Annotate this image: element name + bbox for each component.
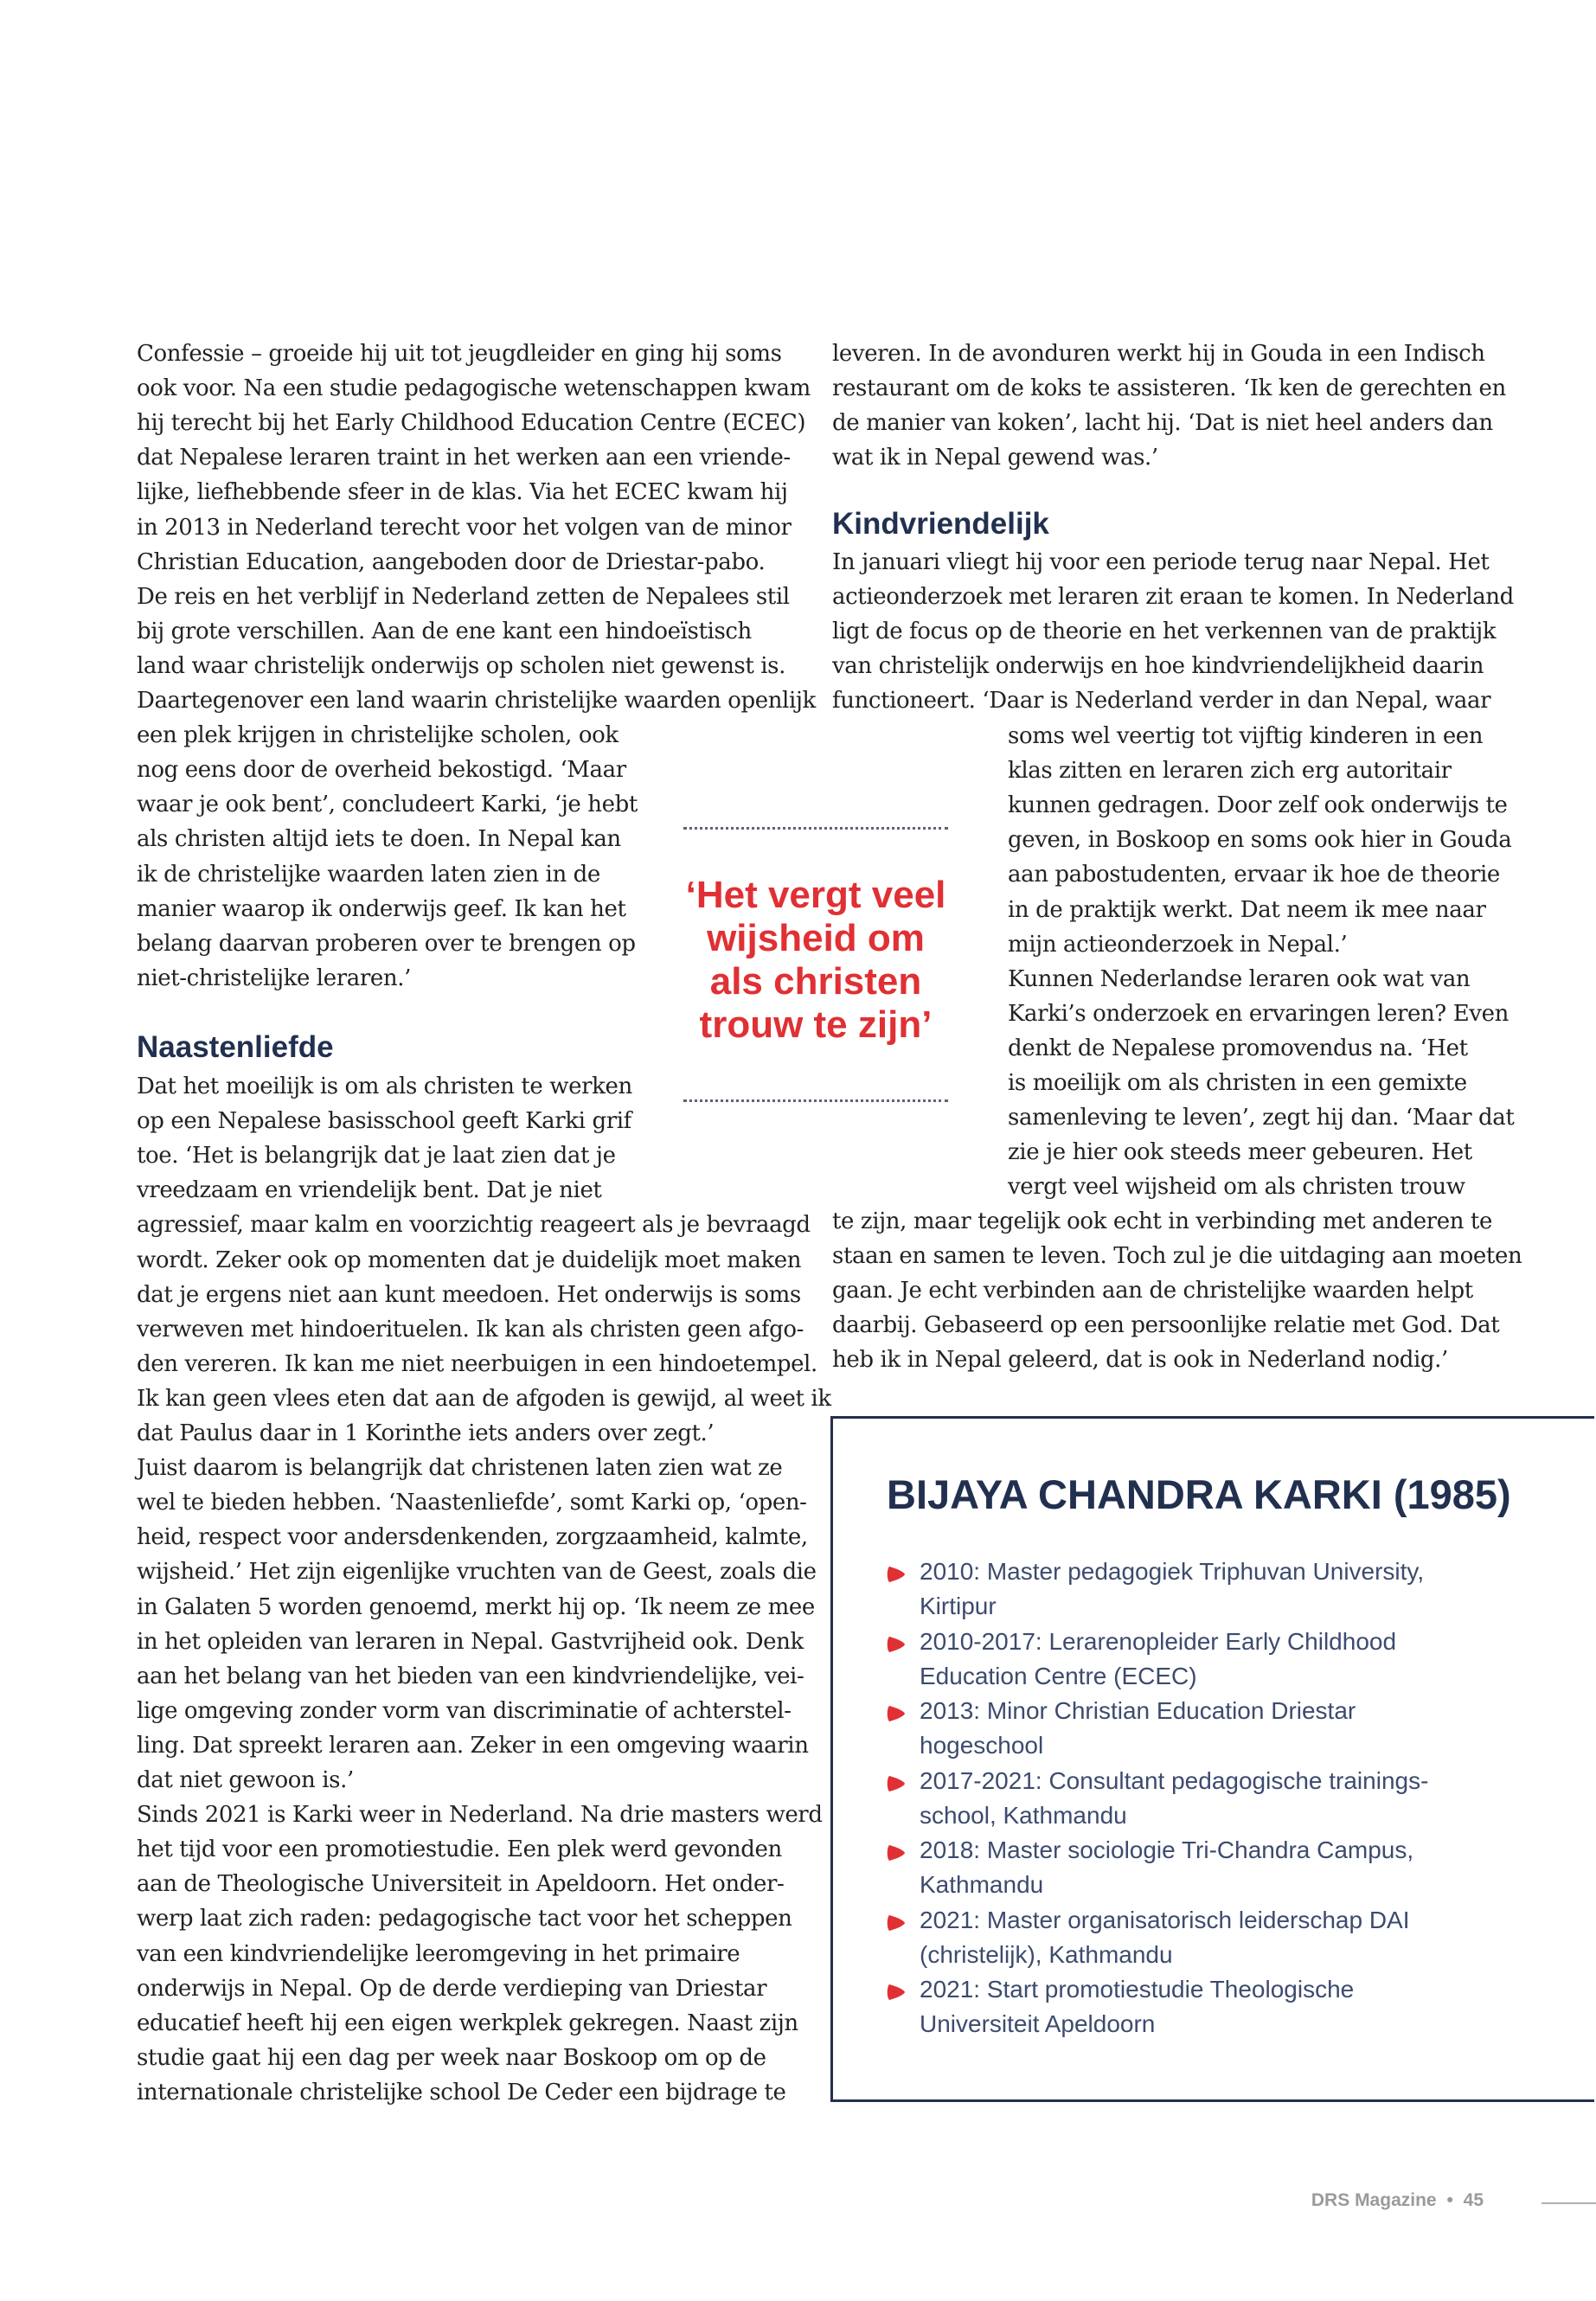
text-line: actieonderzoek met leraren zit eraan te komen. In Nederland (832, 584, 1514, 611)
footer-separator: • (1446, 2190, 1453, 2210)
text-line: in 2013 in Nederland terecht voor het volgen van de minor (137, 514, 792, 541)
bullet-arrow-icon (887, 1774, 906, 1793)
text-line: manier waarop ik onderwijs geef. Ik kan het (137, 895, 626, 922)
bio-title: BIJAYA CHANDRA KARKI (1985) (887, 1471, 1511, 1517)
text-line: leveren. In de avonduren werkt hij in Gouda in een Indisch (832, 341, 1485, 367)
text-line: lijke, liefhebbende sfeer in de klas. Via het ECEC kwam hij (137, 479, 788, 506)
pullquote-top-rule (683, 827, 948, 830)
bio-item-text: 2018: Master sociologie Tri-Chandra Campus, (920, 1836, 1414, 1863)
bio-item-text: 2013: Minor Christian Education Driestar (920, 1697, 1356, 1724)
text-line: Confessie – groeide hij uit tot jeugdleider en ging hij soms (137, 341, 782, 367)
bullet-arrow-icon (887, 1635, 906, 1654)
text-line: nog eens door de overheid bekostigd. ‘Maar (137, 757, 626, 784)
text-line: Dat het moeilijk is om als christen te werken (137, 1074, 632, 1099)
bullet-arrow-icon (887, 1565, 906, 1584)
text-line: agressief, maar kalm en voorzichtig reageert als je bevraagd (137, 1212, 811, 1239)
text-line: toe. ‘Het is belangrijk dat je laat zien dat je (137, 1143, 616, 1170)
text-line: Sinds 2021 is Karki weer in Nederland. Na drie masters werd (137, 1802, 823, 1829)
text-line: dat je ergens niet aan kunt meedoen. Het onderwijs is soms (137, 1281, 801, 1308)
text-line: Karki’s onderzoek en ervaringen leren? Even (1008, 1000, 1509, 1027)
text-line: in de praktijk werkt. Dat neem ik mee naar (1008, 896, 1486, 923)
text-line: mijn actieonderzoek in Nepal.’ (1008, 931, 1348, 958)
text-line: wijsheid.’ Het zijn eigenlijke vruchten van de Geest, zoals die (137, 1559, 817, 1586)
text-line: op een Nepalese basisschool geeft Karki grif (137, 1108, 631, 1135)
text-line: in Galaten 5 worden genoemd, merkt hij op. ‘Ik neem ze mee (137, 1593, 815, 1620)
text-line: als christen altijd iets te doen. In Nepal kan (137, 826, 621, 853)
text-line: onderwijs in Nepal. Op de derde verdieping van Driestar (137, 1975, 767, 2002)
bio-item-text: Kathmandu (920, 1871, 1044, 1898)
text-line: wel te bieden hebben. ‘Naastenliefde’, somt Karki op, ‘open- (137, 1490, 807, 1516)
text-line: ook voor. Na een studie pedagogische wetenschappen kwam (137, 375, 811, 402)
bio-item-text: (christelijk), Kathmandu (920, 1940, 1173, 1968)
bio-item-text: Education Centre (ECEC) (920, 1662, 1197, 1689)
page-number: 45 (1463, 2190, 1484, 2210)
text-line: klas zitten en leraren zich erg autoritair (1008, 758, 1452, 785)
magazine-name: DRS Magazine (1311, 2190, 1437, 2210)
text-line: aan de Theologische Universiteit in Apeldoorn. Het onder- (137, 1871, 785, 1898)
text-line: den vereren. Ik kan me niet neerbuigen in een hindoetempel. (137, 1350, 817, 1377)
text-line: aan pabostudenten, ervaar ik hoe de theorie (1008, 862, 1500, 888)
text-line: Juist daarom is belangrijk dat christenen laten zien wat ze (137, 1455, 783, 1482)
text-line: werp laat zich raden: pedagogische tact voor het scheppen (137, 1906, 792, 1932)
text-line: Daartegenover een land waarin christelijke waarden openlijk (137, 688, 816, 714)
heading-kindvriendelijk: Kindvriendelijk (832, 507, 1049, 541)
text-line: aan het belang van het bieden van een kindvriendelijke, vei- (137, 1663, 804, 1689)
text-line: denkt de Nepalese promovendus na. ‘Het (1008, 1035, 1468, 1061)
text-line: staan en samen te leven. Toch zul je die uitdaging aan moeten (832, 1243, 1522, 1270)
text-line: het tijd voor een promotiestudie. Een plek werd gevonden (137, 1836, 782, 1863)
text-line: Ik kan geen vlees eten dat aan de afgoden is gewijd, al weet ik (137, 1385, 831, 1412)
text-line: lige omgeving zonder vorm van discriminatie of achterstel- (137, 1697, 792, 1724)
bullet-arrow-icon (887, 1704, 906, 1723)
text-line: wordt. Zeker ook op momenten dat je duidelijk moet maken (137, 1247, 802, 1273)
bullet-arrow-icon (887, 1913, 906, 1932)
bullet-arrow-icon (887, 1843, 906, 1862)
text-line: samenleving te leven’, zegt hij dan. ‘Maar dat (1008, 1105, 1515, 1131)
text-line: wat ik in Nepal gewend was.’ (832, 445, 1158, 471)
text-line: gaan. Je echt verbinden aan de christelijke waarden helpt (832, 1278, 1473, 1304)
text-line: dat niet gewoon is.’ (137, 1767, 354, 1793)
text-line: verweven met hindoerituelen. Ik kan als christen geen afgo- (137, 1316, 804, 1343)
heading-naastenliefde: Naastenliefde (137, 1030, 334, 1064)
text-line: een plek krijgen in christelijke scholen, ook (137, 722, 619, 749)
text-line: is moeilijk om als christen in een gemixte (1008, 1070, 1467, 1096)
text-line: de manier van koken’, lacht hij. ‘Dat is niet heel anders dan (832, 410, 1493, 437)
bio-item-text: 2017-2021: Consultant pedagogische trainings- (920, 1766, 1429, 1794)
text-line: bij grote verschillen. Aan de ene kant een hindoeïstisch (137, 618, 752, 644)
text-line: ligt de focus op de theorie en het verkennen van de praktijk (832, 619, 1497, 645)
text-line: ling. Dat spreekt leraren aan. Zeker in een omgeving waarin (137, 1732, 809, 1759)
pullquote-bottom-rule (683, 1099, 948, 1102)
text-line: daarbij. Gebaseerd op een persoonlijke relatie met God. Dat (832, 1312, 1500, 1339)
pullquote (666, 874, 965, 1047)
text-line: kunnen gedragen. Door zelf ook onderwijs te (1008, 792, 1508, 819)
pullquote-line: wijsheid om (707, 917, 925, 959)
text-line: studie gaat hij een dag per week naar Boskoop om op de (137, 2044, 766, 2071)
bio-item-text: 2010: Master pedagogiek Triphuvan University, (920, 1558, 1425, 1585)
bio-item-text: school, Kathmandu (920, 1801, 1127, 1829)
text-line: zie je hier ook steeds meer gebeuren. Het (1008, 1139, 1472, 1166)
bio-item-text: 2010-2017: Lerarenopleider Early Childhood (920, 1627, 1397, 1655)
text-line: geven, in Boskoop en soms ook hier in Gouda (1008, 827, 1512, 854)
pullquote-line: ‘Het vergt veel (685, 874, 946, 916)
text-line: soms wel veertig tot vijftig kinderen in een (1008, 723, 1484, 749)
text-line: waar je ook bent’, concludeert Karki, ‘je hebt (137, 792, 638, 818)
text-line: van christelijk onderwijs en hoe kindvriendelijkheid daarin (832, 653, 1484, 680)
text-line: Christian Education, aangeboden door de Driestar-pabo. (137, 548, 766, 575)
page-footer (1311, 2190, 1484, 2211)
text-line: hij terecht bij het Early Childhood Education Centre (ECEC) (137, 410, 806, 437)
text-line: functioneert. ‘Daar is Nederland verder in dan Nepal, waar (832, 688, 1491, 715)
text-line: vreedzaam en vriendelijk bent. Dat je niet (137, 1177, 602, 1204)
bio-item-text: Universiteit Apeldoorn (920, 2010, 1156, 2037)
text-line: van een kindvriendelijke leeromgeving in het primaire (137, 1940, 740, 1967)
text-line: in het opleiden van leraren in Nepal. Gastvrijheid ook. Denk (137, 1628, 804, 1655)
text-line: heid, respect voor andersdenkenden, zorgzaamheid, kalmte, (137, 1524, 808, 1551)
text-line: belang daarvan proberen over te brengen op (137, 930, 636, 957)
text-line: ik de christelijke waarden laten zien in de (137, 861, 600, 888)
pullquote-line: als christen (709, 960, 922, 1003)
text-line: te zijn, maar tegelijk ook echt in verbinding met anderen te (832, 1208, 1492, 1234)
bio-item-text: 2021: Master organisatorisch leiderschap DAI (920, 1906, 1410, 1933)
bio-item-text: hogeschool (920, 1732, 1044, 1759)
bio-item-text: Kirtipur (920, 1593, 997, 1619)
text-line: In januari vliegt hij voor een periode terug naar Nepal. Het (832, 549, 1490, 575)
text-line: vergt veel wijsheid om als christen trouw (1008, 1174, 1465, 1201)
text-line: internationale christelijke school De Ceder een bijdrage te (137, 2079, 786, 2106)
text-line: educatief heeft hij een eigen werkplek gekregen. Naast zijn (137, 2009, 798, 2036)
text-line: dat Paulus daar in 1 Korinthe iets anders over zegt.’ (137, 1420, 715, 1446)
footer-rule (1542, 2202, 1596, 2204)
text-line: heb ik in Nepal geleerd, dat is ook in Nederland nodig.’ (832, 1347, 1448, 1374)
text-line: land waar christelijk onderwijs op scholen niet gewenst is. (137, 652, 785, 679)
bullet-arrow-icon (887, 1983, 906, 2002)
text-line: niet-christelijke leraren.’ (137, 965, 411, 991)
bio-item-text: 2021: Start promotiestudie Theologische (920, 1976, 1355, 2003)
text-line: dat Nepalese leraren traint in het werken aan een vriende- (137, 445, 791, 471)
text-line: Kunnen Nederlandse leraren ook wat van (1008, 965, 1471, 992)
text-line: De reis en het verblijf in Nederland zetten de Nepalees stil (137, 583, 790, 610)
text-line: restaurant om de koks te assisteren. ‘Ik ken de gerechten en (832, 375, 1506, 402)
pullquote-line: trouw te zijn’ (699, 1003, 933, 1046)
